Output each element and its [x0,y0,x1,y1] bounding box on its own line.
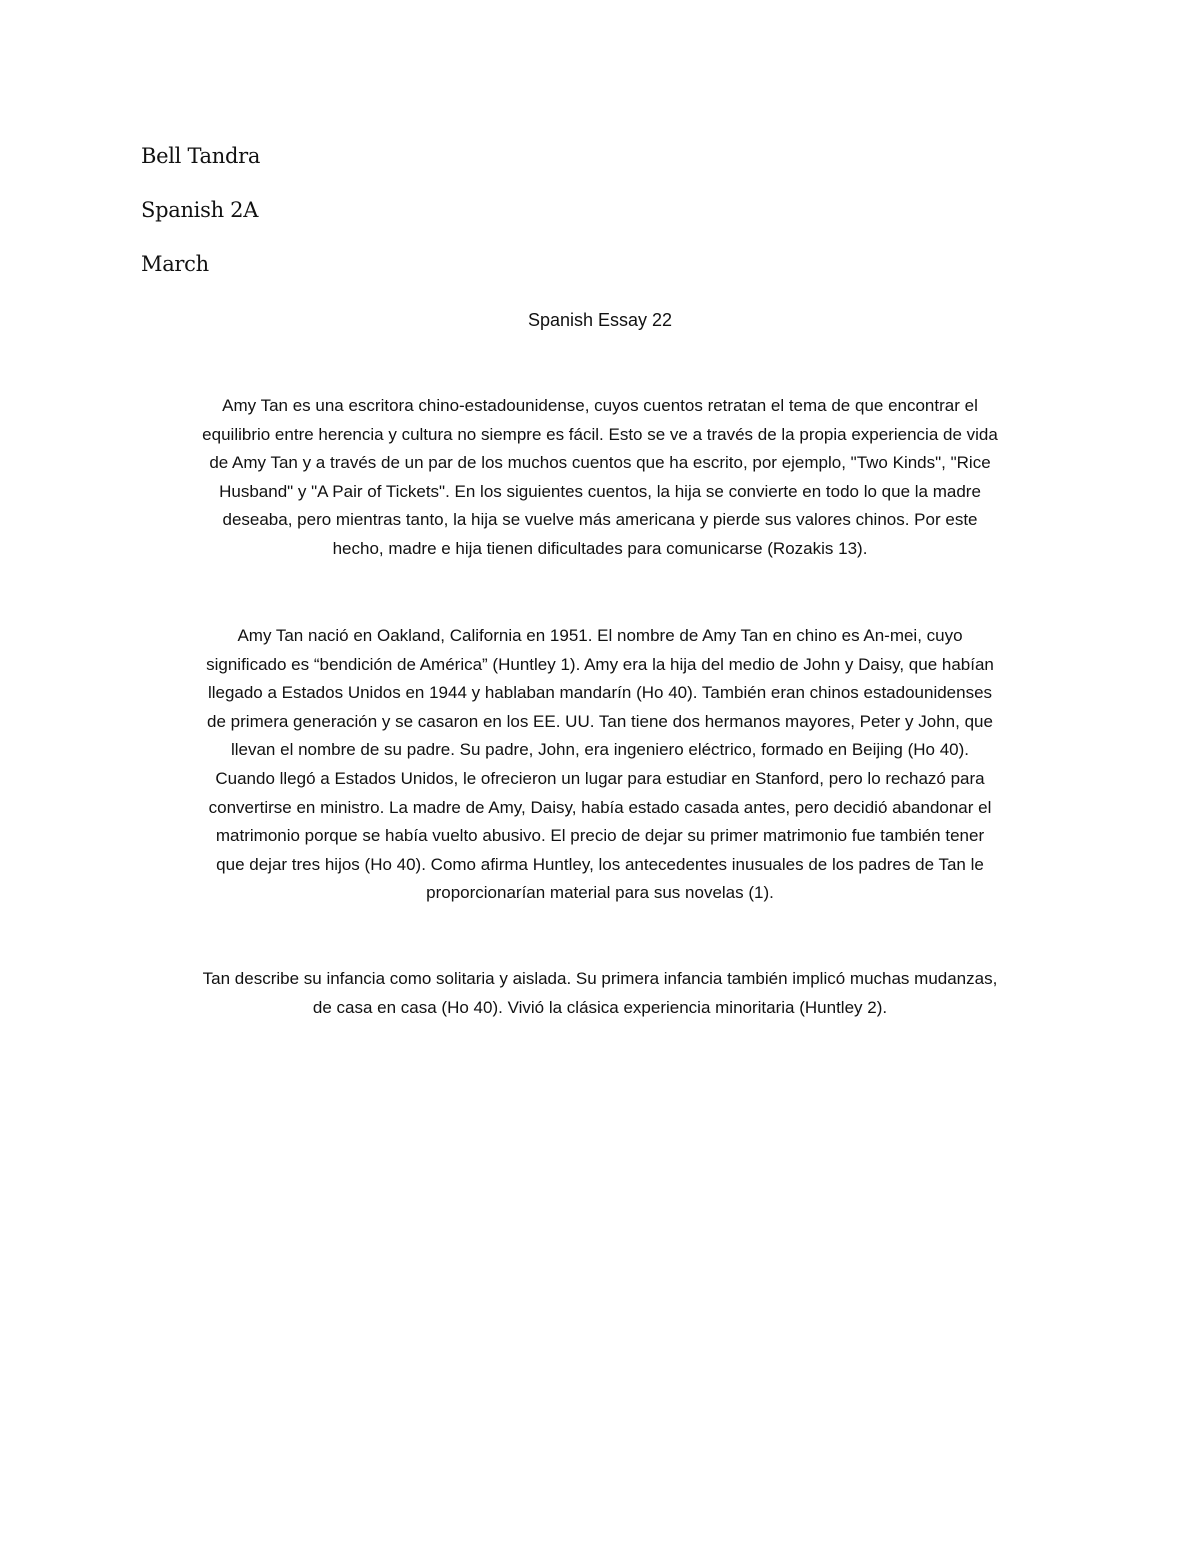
paragraph-line: de primera generación y se casaron en los EE. UU. Tan tiene dos hermanos mayores, Peter y John, que [207,711,993,731]
paragraph-line: Amy Tan nació en Oakland, California en 1951. El nombre de Amy Tan en chino es An-mei, cuyo [237,626,963,645]
paragraph-line: convertirse en ministro. La madre de Amy, Daisy, había estado casada antes, pero decidió abandonar el [208,797,992,817]
paragraph-line: llevan el nombre de su padre. Su padre, John, era ingeniero eléctrico, formado en Beijing (Ho 40). [230,740,970,760]
paragraph-line: que dejar tres hijos (Ho 40). Como afirma Huntley, los antecedentes inusuales de los padres de Tan le [216,854,984,874]
date-line: March [141,252,209,276]
paragraph-line: de Amy Tan y a través de un par de los muchos cuentos que ha escrito, por ejemplo, "Two Kinds", "Rice [209,453,991,473]
paragraph-line: proporcionarían material para sus novelas (1). [426,883,774,903]
paragraph-3 [120,965,1080,1022]
paragraph-line: llegado a Estados Unidos en 1944 y hablaban mandarín (Ho 40). También eran chinos estadounidenses [207,683,993,703]
paragraph-line: significado es “bendición de América” (Huntley 1). Amy era la hija del medio de John y Daisy, que habían [206,654,994,674]
paragraph-line: matrimonio porque se había vuelto abusivo. El precio de dejar su primer matrimonio fue también tener [215,826,985,846]
essay-title: Spanish Essay 22 [527,310,673,330]
paragraph-2 [120,622,1080,908]
paragraph-line: deseaba, pero mientras tanto, la hija se vuelve más americana y pierde sus valores chinos. Por este [222,510,978,530]
paragraph-line: equilibrio entre herencia y cultura no siempre es fácil. Esto se ve a través de la propia experiencia de vida [202,424,998,444]
paragraph-line: hecho, madre e hija tienen dificultades para comunicarse (Rozakis 13). [332,538,868,558]
course-name: Spanish 2A [141,198,259,222]
paragraph-line: Cuando llegó a Estados Unidos, le ofrecieron un lugar para estudiar en Stanford, pero lo rechazó para [215,768,985,788]
paragraph-1 [120,392,1080,564]
author-name: Bell Tandra [141,144,261,168]
paragraph-line: Tan describe su infancia como solitaria y aislada. Su primera infancia también implicó muchas mudanzas, [202,969,998,988]
paragraph-line: Amy Tan es una escritora chino-estadounidense, cuyos cuentos retratan el tema de que encontrar el [222,396,978,415]
paragraph-line: de casa en casa (Ho 40). Vivió la clásica experiencia minoritaria (Huntley 2). [312,997,888,1017]
paragraph-line: Husband" y "A Pair of Tickets". En los siguientes cuentos, la hija se convierte en todo lo que la madre [219,481,981,501]
